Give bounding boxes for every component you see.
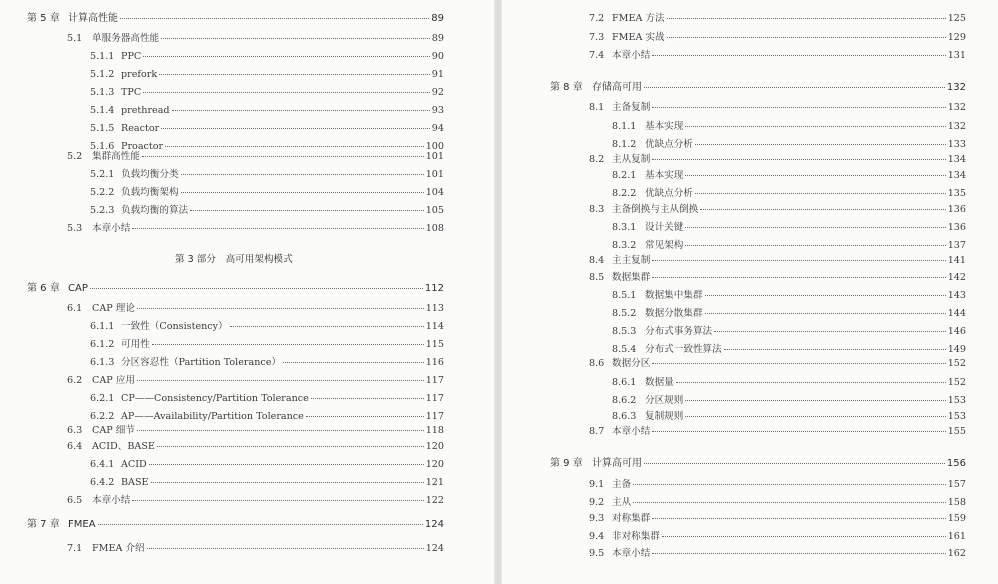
entry-number: 6.1 (67, 303, 83, 314)
entry-page-number: 101 (425, 169, 444, 180)
entry-title: 设计关键 (645, 222, 684, 233)
section-entry (67, 223, 444, 235)
entry-number: 8.6 (589, 358, 605, 369)
entry-title: 分区规则 (645, 395, 684, 406)
entry-number: 8.1.1 (612, 121, 637, 132)
dot-leader (633, 484, 946, 485)
entry-page-number: 100 (425, 141, 444, 152)
entry-title: TPC (121, 87, 142, 98)
dot-leader (161, 128, 430, 129)
entry-number: 8.1.2 (612, 139, 637, 150)
section-entry (67, 495, 444, 507)
subsection-entry (612, 240, 966, 252)
entry-page-number: 136 (947, 222, 966, 233)
entry-page-number: 94 (431, 123, 444, 134)
entry-number: 6.1.3 (90, 357, 115, 368)
dot-leader (181, 174, 424, 175)
entry-page-number: 153 (947, 395, 966, 406)
entry-title: 复制规则 (645, 411, 684, 422)
entry-title: 本章小结 (92, 223, 131, 234)
subsection-entry (90, 187, 444, 199)
entry-page-number: 121 (425, 477, 444, 488)
entry-number: 8.2.2 (612, 188, 637, 199)
entry-page-number: 112 (424, 283, 444, 294)
entry-title: CAP 理论 (92, 303, 135, 314)
entry-page-number: 141 (947, 255, 966, 266)
entry-number: 第 5 章 (27, 13, 60, 24)
entry-title: CAP 应用 (92, 375, 135, 386)
subsection-entry (90, 51, 444, 63)
entry-title: ACID、BASE (92, 441, 155, 452)
subsection-entry (90, 393, 444, 405)
section-entry (589, 154, 966, 166)
entry-number: 9.1 (589, 479, 605, 490)
entry-title: FMEA 介绍 (92, 543, 145, 554)
entry-title: 存储高可用 (592, 82, 642, 93)
entry-number: 8.6.1 (612, 377, 637, 388)
entry-title: CAP (68, 283, 88, 294)
entry-title: 数据集群 (612, 272, 651, 283)
subsection-entry (612, 395, 966, 407)
dot-leader (151, 482, 424, 483)
entry-number: 8.5.4 (612, 344, 637, 355)
entry-title: CP——Consistency/Partition Tolerance (121, 393, 309, 404)
section-entry (589, 272, 966, 284)
entry-page-number: 118 (425, 425, 444, 436)
entry-page-number: 132 (946, 82, 966, 93)
section-entry (589, 548, 966, 560)
dot-leader (652, 260, 945, 261)
entry-number: 8.3.2 (612, 240, 637, 251)
entry-number: 6.3 (67, 425, 83, 436)
entry-page-number: 133 (947, 139, 966, 150)
entry-page-number: 92 (431, 87, 444, 98)
subsection-entry (90, 339, 444, 351)
dot-leader (700, 209, 945, 210)
entry-title: Proactor (121, 141, 164, 152)
entry-title: 数据量 (645, 377, 674, 388)
entry-number: 8.3.1 (612, 222, 637, 233)
entry-number: 6.4.2 (90, 477, 115, 488)
entry-title: 主从 (612, 497, 632, 508)
section-entry (589, 531, 966, 543)
entry-page-number: 124 (424, 519, 444, 530)
subsection-entry (612, 326, 966, 338)
dot-leader (143, 56, 430, 57)
section-entry (67, 543, 444, 555)
entry-title: FMEA 实战 (612, 32, 665, 43)
subsection-entry (612, 222, 966, 234)
entry-number: 8.6.2 (612, 395, 637, 406)
entry-number: 9.2 (589, 497, 605, 508)
dot-leader (705, 295, 946, 296)
subsection-entry (612, 377, 966, 389)
section-entry (67, 425, 444, 437)
entry-number: 6.2.2 (90, 411, 115, 422)
section-entry (589, 50, 966, 62)
entry-number: 5.1.5 (90, 123, 115, 134)
entry-number: 5.1.6 (90, 141, 115, 152)
entry-page-number: 142 (947, 272, 966, 283)
entry-title: 本章小结 (612, 548, 651, 559)
dot-leader (644, 87, 945, 88)
entry-title: BASE (121, 477, 149, 488)
subsection-entry (90, 411, 444, 423)
entry-number: 9.4 (589, 531, 605, 542)
dot-leader (90, 288, 423, 289)
subsection-entry (90, 105, 444, 117)
entry-page-number: 120 (425, 459, 444, 470)
entry-title: FMEA (68, 519, 96, 530)
dot-leader (705, 313, 946, 314)
entry-page-number: 129 (947, 32, 966, 43)
entry-title: 主主复制 (612, 255, 651, 266)
dot-leader (157, 446, 424, 447)
entry-number: 5.1.2 (90, 69, 115, 80)
dot-leader (311, 398, 424, 399)
dot-leader (652, 55, 945, 56)
entry-page-number: 117 (425, 393, 444, 404)
dot-leader (633, 502, 946, 503)
chapter-entry (550, 82, 966, 94)
entry-page-number: 149 (947, 344, 966, 355)
entry-number: 第 6 章 (27, 283, 60, 294)
entry-title: 负载均衡的算法 (121, 205, 189, 216)
chapter-entry (550, 458, 966, 470)
dot-leader (172, 110, 430, 111)
entry-number: 8.5 (589, 272, 605, 283)
subsection-entry (612, 411, 966, 423)
dot-leader (652, 107, 945, 108)
entry-title: 本章小结 (612, 426, 651, 437)
entry-number: 6.2.1 (90, 393, 115, 404)
dot-leader (695, 193, 946, 194)
entry-number: 5.2.3 (90, 205, 115, 216)
entry-page-number: 134 (947, 154, 966, 165)
dot-leader (652, 159, 945, 160)
dot-leader (652, 363, 945, 364)
section-entry (589, 102, 966, 114)
entry-page-number: 159 (947, 513, 966, 524)
subsection-entry (612, 139, 966, 151)
entry-page-number: 157 (947, 479, 966, 490)
section-entry (589, 32, 966, 44)
entry-page-number: 132 (947, 102, 966, 113)
entry-number: 5.2 (67, 151, 83, 162)
entry-number: 8.5.1 (612, 290, 637, 301)
entry-page-number: 162 (947, 548, 966, 559)
entry-page-number: 144 (947, 308, 966, 319)
entry-number: 6.5 (67, 495, 83, 506)
dot-leader (152, 344, 424, 345)
subsection-entry (90, 87, 444, 99)
dot-leader (685, 175, 945, 176)
entry-number: 5.2.1 (90, 169, 115, 180)
entry-page-number: 156 (946, 458, 966, 469)
entry-title: 常见架构 (645, 240, 684, 251)
section-entry (589, 513, 966, 525)
entry-number: 5.1.3 (90, 87, 115, 98)
chapter-entry (27, 519, 444, 531)
entry-number: 5.1.4 (90, 105, 115, 116)
entry-title: 主从复制 (612, 154, 651, 165)
entry-title: 主备 (612, 479, 632, 490)
subsection-entry (90, 69, 444, 81)
entry-title: 基本实现 (645, 170, 684, 181)
entry-page-number: 132 (947, 121, 966, 132)
dot-leader (120, 18, 429, 19)
entry-page-number: 104 (425, 187, 444, 198)
dot-leader (695, 144, 946, 145)
section-entry (67, 151, 444, 163)
chapter-entry (27, 283, 444, 295)
entry-page-number: 143 (947, 290, 966, 301)
entry-number: 5.1.1 (90, 51, 115, 62)
entry-page-number: 105 (425, 205, 444, 216)
dot-leader (685, 126, 945, 127)
entry-title: 分布式一致性算法 (645, 344, 722, 355)
entry-number: 5.3 (67, 223, 83, 234)
entry-title: 分布式事务算法 (645, 326, 713, 337)
dot-leader (147, 548, 424, 549)
section-entry (589, 13, 966, 25)
entry-title: 数据分散集群 (645, 308, 703, 319)
dot-leader (190, 210, 424, 211)
book-gutter (494, 0, 502, 584)
dot-leader (137, 308, 424, 309)
entry-number: 7.4 (589, 50, 605, 61)
dot-leader (132, 228, 423, 229)
dot-leader (181, 192, 424, 193)
entry-title: 计算高可用 (592, 458, 642, 469)
section-entry (589, 497, 966, 509)
entry-page-number: 137 (947, 240, 966, 251)
subsection-entry (90, 459, 444, 471)
entry-page-number: 146 (947, 326, 966, 337)
entry-title: FMEA 方法 (612, 13, 665, 24)
subsection-entry (90, 321, 444, 333)
entry-page-number: 155 (947, 426, 966, 437)
dot-leader (644, 463, 945, 464)
entry-page-number: 135 (947, 188, 966, 199)
entry-page-number: 113 (425, 303, 444, 314)
entry-page-number: 116 (425, 357, 444, 368)
entry-title: 对称集群 (612, 513, 651, 524)
entry-page-number: 158 (947, 497, 966, 508)
dot-leader (676, 382, 946, 383)
entry-page-number: 153 (947, 411, 966, 422)
entry-page-number: 101 (425, 151, 444, 162)
entry-title: 本章小结 (92, 495, 131, 506)
entry-title: prefork (121, 69, 158, 80)
entry-page-number: 117 (425, 411, 444, 422)
section-entry (589, 255, 966, 267)
dot-leader (149, 464, 424, 465)
entry-title: Reactor (121, 123, 160, 134)
entry-page-number: 93 (431, 105, 444, 116)
entry-title: 基本实现 (645, 121, 684, 132)
dot-leader (714, 331, 946, 332)
entry-title: 计算高性能 (68, 13, 118, 24)
dot-leader (230, 326, 424, 327)
entry-title: 本章小结 (612, 50, 651, 61)
dot-leader (652, 518, 945, 519)
entry-number: 第 7 章 (27, 519, 60, 530)
entry-number: 8.4 (589, 255, 605, 266)
entry-number: 8.6.3 (612, 411, 637, 422)
dot-leader (652, 553, 945, 554)
entry-title: CAP 细节 (92, 425, 135, 436)
entry-title: ACID (121, 459, 147, 470)
entry-number: 7.2 (589, 13, 605, 24)
entry-title: 分区容忍性（Partition Tolerance） (121, 357, 282, 368)
dot-leader (143, 92, 430, 93)
part-heading: 第 3 部分 高可用架构模式 (175, 254, 293, 265)
entry-number: 7.3 (589, 32, 605, 43)
entry-page-number: 91 (431, 69, 444, 80)
entry-number: 6.4 (67, 441, 83, 452)
section-entry (589, 358, 966, 370)
entry-title: 优缺点分析 (645, 139, 693, 150)
entry-title: PPC (121, 51, 142, 62)
dot-leader (142, 156, 424, 157)
entry-number: 9.5 (589, 548, 605, 559)
entry-title: 主备复制 (612, 102, 651, 113)
dot-leader (667, 18, 946, 19)
entry-page-number: 108 (425, 223, 444, 234)
entry-title: prethread (121, 105, 170, 116)
entry-page-number: 152 (947, 358, 966, 369)
section-entry (67, 441, 444, 453)
entry-page-number: 117 (425, 375, 444, 386)
dot-leader (662, 536, 946, 537)
dot-leader (165, 146, 424, 147)
entry-page-number: 134 (947, 170, 966, 181)
entry-number: 8.3 (589, 204, 605, 215)
subsection-entry (612, 308, 966, 320)
entry-title: 优缺点分析 (645, 188, 693, 199)
chapter-entry (27, 13, 444, 25)
entry-title: 集群高性能 (92, 151, 140, 162)
dot-leader (685, 400, 945, 401)
section-entry (67, 303, 444, 315)
entry-number: 8.1 (589, 102, 605, 113)
section-entry (589, 426, 966, 438)
subsection-entry (90, 477, 444, 489)
subsection-entry (612, 344, 966, 356)
dot-leader (685, 416, 945, 417)
entry-number: 6.4.1 (90, 459, 115, 470)
entry-page-number: 124 (425, 543, 444, 554)
entry-page-number: 90 (431, 51, 444, 62)
entry-page-number: 89 (431, 13, 444, 24)
dot-leader (132, 500, 423, 501)
entry-title: 数据分区 (612, 358, 651, 369)
dot-leader (652, 277, 945, 278)
entry-page-number: 89 (431, 33, 444, 44)
entry-title: 数据集中集群 (645, 290, 703, 301)
entry-number: 7.1 (67, 543, 83, 554)
entry-number: 5.1 (67, 33, 83, 44)
entry-title: 主备倒换与主从倒换 (612, 204, 699, 215)
dot-leader (685, 245, 945, 246)
entry-number: 6.1.2 (90, 339, 115, 350)
entry-page-number: 115 (425, 339, 444, 350)
dot-leader (652, 431, 945, 432)
entry-page-number: 131 (947, 50, 966, 61)
dot-leader (161, 38, 430, 39)
subsection-entry (90, 169, 444, 181)
dot-leader (306, 416, 424, 417)
section-entry (67, 375, 444, 387)
subsection-entry (612, 290, 966, 302)
entry-number: 8.7 (589, 426, 605, 437)
entry-number: 6.2 (67, 375, 83, 386)
dot-leader (159, 74, 430, 75)
entry-page-number: 136 (947, 204, 966, 215)
subsection-entry (612, 121, 966, 133)
entry-page-number: 122 (425, 495, 444, 506)
entry-page-number: 114 (425, 321, 444, 332)
subsection-entry (90, 357, 444, 369)
entry-number: 9.3 (589, 513, 605, 524)
subsection-entry (90, 123, 444, 135)
entry-number: 第 9 章 (550, 458, 583, 469)
entry-page-number: 152 (947, 377, 966, 388)
dot-leader (137, 380, 424, 381)
entry-title: 负载均衡分类 (121, 169, 179, 180)
entry-number: 8.5.3 (612, 326, 637, 337)
entry-title: 一致性（Consistency） (121, 321, 228, 332)
dot-leader (724, 349, 946, 350)
section-entry (589, 479, 966, 491)
subsection-entry (612, 170, 966, 182)
dot-leader (283, 362, 424, 363)
entry-title: 非对称集群 (612, 531, 660, 542)
entry-title: 单服务器高性能 (92, 33, 160, 44)
entry-title: 可用性 (121, 339, 150, 350)
section-entry (67, 33, 444, 45)
entry-page-number: 125 (947, 13, 966, 24)
entry-number: 6.1.1 (90, 321, 115, 332)
entry-number: 8.5.2 (612, 308, 637, 319)
subsection-entry (90, 205, 444, 217)
entry-page-number: 120 (425, 441, 444, 452)
entry-number: 5.2.2 (90, 187, 115, 198)
dot-leader (137, 430, 424, 431)
entry-number: 8.2 (589, 154, 605, 165)
entry-page-number: 161 (947, 531, 966, 542)
entry-title: 负载均衡架构 (121, 187, 179, 198)
dot-leader (98, 524, 423, 525)
entry-number: 8.2.1 (612, 170, 637, 181)
section-entry (589, 204, 966, 216)
entry-title: AP——Availability/Partition Tolerance (121, 411, 304, 422)
dot-leader (685, 227, 945, 228)
subsection-entry (612, 188, 966, 200)
entry-number: 第 8 章 (550, 82, 583, 93)
dot-leader (667, 37, 946, 38)
